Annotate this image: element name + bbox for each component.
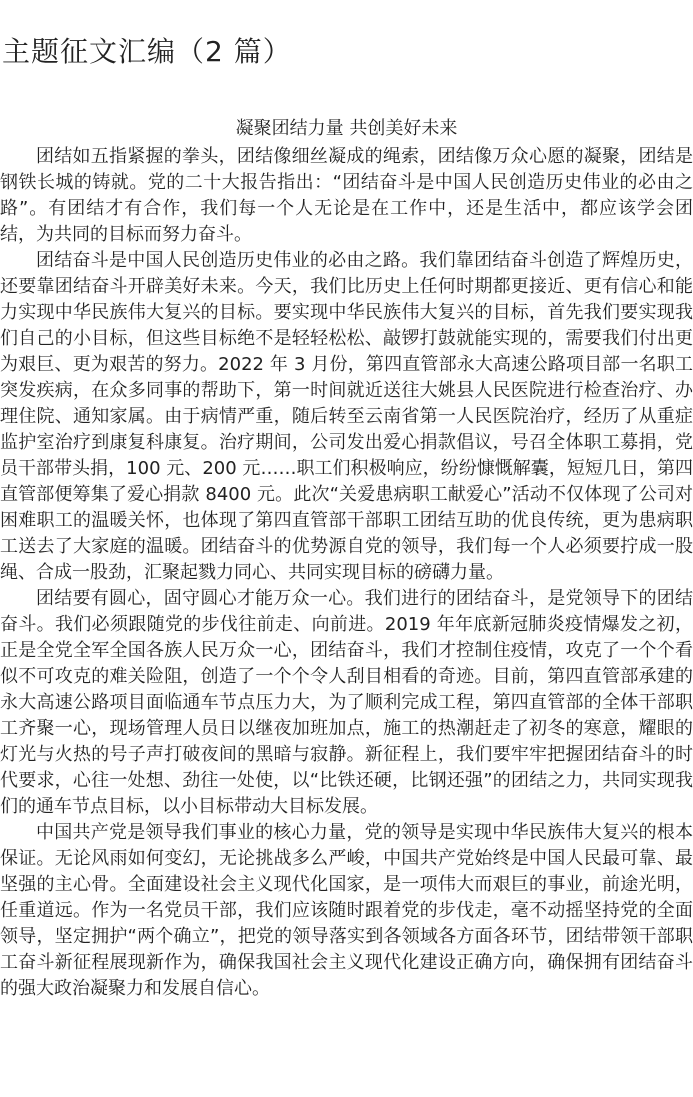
paragraph: 团结奋斗是中国人民创造历史伟业的必由之路。我们靠团结奋斗创造了辉煌历史，还要靠团结奋斗开辟美好未来。今天，我们比历史上任何时期都更接近、更有信心和能力实现中华民族伟大复兴的目标。要实现中华民族伟大复兴的目标，首先我们要实现我们自己的小目标，但这些目标绝不是轻轻松松、敲锣打鼓就能实现的，需要我们付出更为艰巨、更为艰苦的努力。2022 年 3 月份，第四直管部永大高速公路项目部一名职工突发疾病，在众多同事的帮助下，第一时间就近送往大姚县人民医院进行检查治疗、办理住院、通知家属。由于病情严重，随后转至云南省第一人民医院治疗，经历了从重症监护室治疗到康复科康复。治疗期间，公司发出爱心捐款倡议，号召全体职工募捐，党员干部带头捐，100 元、200 元……职工们积极响应，纷纷慷慨解囊，短短几日，第四直管部便筹集了爱心捐款 8400 元。此次“关爱患病职工献爱心”活动不仅体现了公司对困难职工的温暖关怀，也体现了第四直管部干部职工团结互助的优良传统，更为患病职工送去了大家庭的温暖。团结奋斗的优势源自党的领导，我们每一个人必须要拧成一股绳、合成一股劲，汇聚起戮力同心、共同实现目标的磅礴力量。 [0, 250, 693, 583]
paragraph: 团结要有圆心，固守圆心才能万众一心。我们进行的团结奋斗，是党领导下的团结奋斗。我们必须跟随党的步伐往前走、向前进。2019 年年底新冠肺炎疫情爆发之初，正是全党全军全国各族人民万众一心，团结奋斗，我们才控制住疫情，攻克了一个个看似不可攻克的难关险阻，创造了一个个令人刮目相看的奇迹。目前，第四直管部承建的永大高速公路项目面临通车节点压力大，为了顺利完成工程，第四直管部的全体干部职工齐聚一心，现场管理人员日以继夜加班加点，施工的热潮赶走了初冬的寒意，耀眼的灯光与火热的号子声打破夜间的黑暗与寂静。新征程上，我们要牢牢把握团结奋斗的时代要求，心往一处想、劲往一处使，以“比铁还硬，比钢还强”的团结之力，共同实现我们的通车节点目标，以小目标带动大目标发展。 [0, 588, 693, 817]
article-title: 凝聚团结力量 共创美好未来 [235, 118, 458, 139]
paragraph: 中国共产党是领导我们事业的核心力量，党的领导是实现中华民族伟大复兴的根本保证。无论风雨如何变幻，无论挑战多么严峻，中国共产党始终是中国人民最可靠、最坚强的主心骨。全面建设社会主义现代化国家，是一项伟大而艰巨的事业，前途光明，任重道远。作为一名党员干部，我们应该随时跟着党的步伐走，毫不动摇坚持党的全面领导，坚定拥护“两个确立”，把党的领导落实到各领域各方面各环节，团结带领干部职工奋斗新征程展现新作为，确保我国社会主义现代化建设正确方向，确保拥有团结奋斗的强大政治凝聚力和发展自信心。 [0, 822, 693, 999]
document-title: 主题征文汇编（2 篇） [2, 35, 292, 68]
article-body [0, 144, 693, 1002]
paragraph: 团结如五指紧握的拳头，团结像细丝凝成的绳索，团结像万众心愿的凝聚，团结是钢铁长城的铸就。党的二十大报告指出：“团结奋斗是中国人民创造历史伟业的必由之路”。有团结才有合作，我们每一个人无论是在工作中，还是生活中，都应该学会团结，为共同的目标而努力奋斗。 [0, 146, 693, 245]
